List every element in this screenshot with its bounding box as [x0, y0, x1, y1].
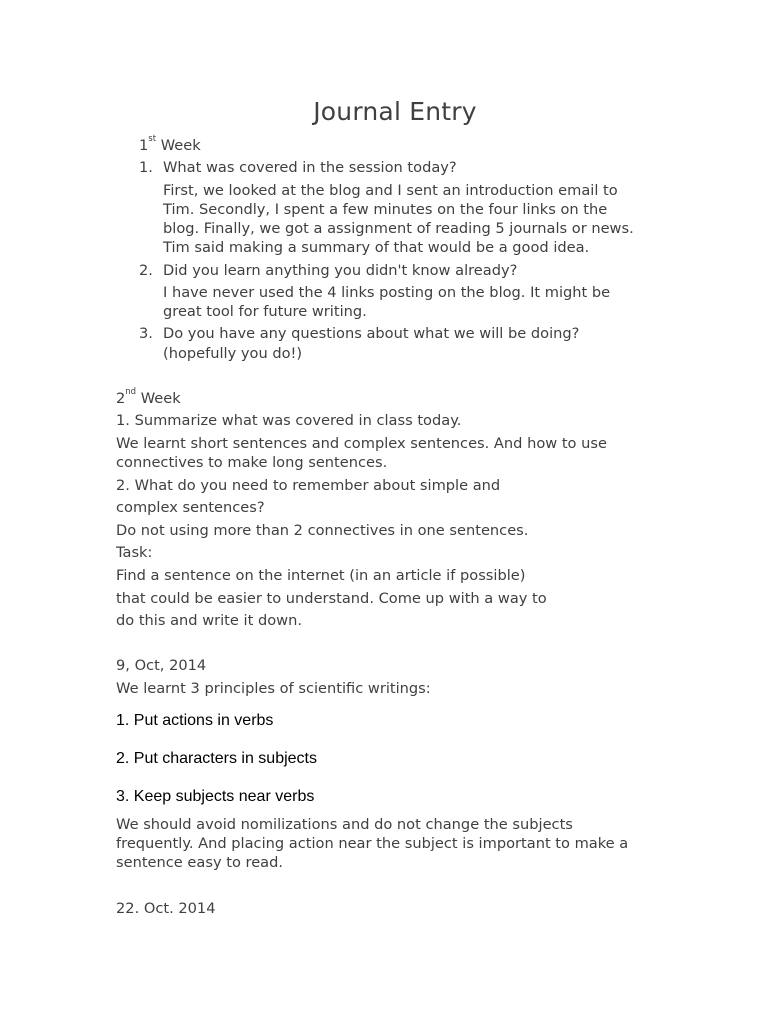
question-text: Do you have any questions about what we will be doing? [163, 325, 580, 342]
list-number: 1. [139, 159, 153, 176]
principle-item: 2. Put characters in subjects [116, 750, 317, 767]
week1-question-3-cont: (hopefully you do!) [163, 345, 303, 362]
entry-summary-line: frequently. And placing action near the subject is important to make a [116, 835, 629, 852]
week1-answer-1-line: Tim. Secondly, I spent a few minutes on the four links on the [163, 201, 608, 218]
week2-heading [116, 389, 181, 408]
entry-intro: We learnt 3 principles of scientific writings: [116, 680, 431, 697]
week2-line: 2. What do you need to remember about simple and [116, 477, 501, 494]
week2-line: 1. Summarize what was covered in class today. [116, 412, 462, 429]
principle-item: 3. Keep subjects near verbs [116, 788, 315, 805]
entry-summary-line: sentence easy to read. [116, 854, 284, 871]
week1-question-1 [139, 158, 457, 177]
week1-heading-num: 1 [139, 137, 149, 154]
list-number: 3. [139, 325, 153, 342]
week2-line: do this and write it down. [116, 612, 302, 629]
page-title: Journal Entry [313, 97, 477, 126]
list-number: 2. [139, 262, 153, 279]
entry-date: 22. Oct. 2014 [116, 900, 216, 917]
principle-item: 1. Put actions in verbs [116, 712, 274, 729]
week2-line: Task: [116, 544, 153, 561]
week2-line: We learnt short sentences and complex sentences. And how to use [116, 435, 607, 452]
week2-line: Do not using more than 2 connectives in one sentences. [116, 522, 529, 539]
week1-heading-sup: st [148, 134, 157, 144]
entry-date: 9, Oct, 2014 [116, 657, 207, 674]
week2-heading-text: Week [136, 390, 181, 407]
week1-answer-2-line: great tool for future writing. [163, 303, 367, 320]
week1-answer-1-line: blog. Finally, we got a assignment of reading 5 journals or news. [163, 220, 634, 237]
week1-question-2 [139, 261, 517, 280]
week1-answer-1-line: Tim said making a summary of that would be a good idea. [163, 239, 590, 256]
week2-heading-sup: nd [125, 387, 137, 397]
week1-answer-2-line: I have never used the 4 links posting on the blog. It might be [163, 284, 611, 301]
week2-line: Find a sentence on the internet (in an article if possible) [116, 567, 526, 584]
week1-heading-text: Week [156, 137, 201, 154]
week1-heading [139, 136, 201, 155]
week2-line: complex sentences? [116, 499, 265, 516]
week2-line: that could be easier to understand. Come up with a way to [116, 590, 547, 607]
week1-answer-1-line: First, we looked at the blog and I sent an introduction email to [163, 182, 618, 199]
question-text: Did you learn anything you didn't know already? [163, 262, 518, 279]
week2-line: connectives to make long sentences. [116, 454, 388, 471]
week2-heading-num: 2 [116, 390, 126, 407]
question-text: What was covered in the session today? [163, 159, 457, 176]
entry-summary-line: We should avoid nomilizations and do not change the subjects [116, 816, 573, 833]
week1-question-3 [139, 324, 579, 343]
